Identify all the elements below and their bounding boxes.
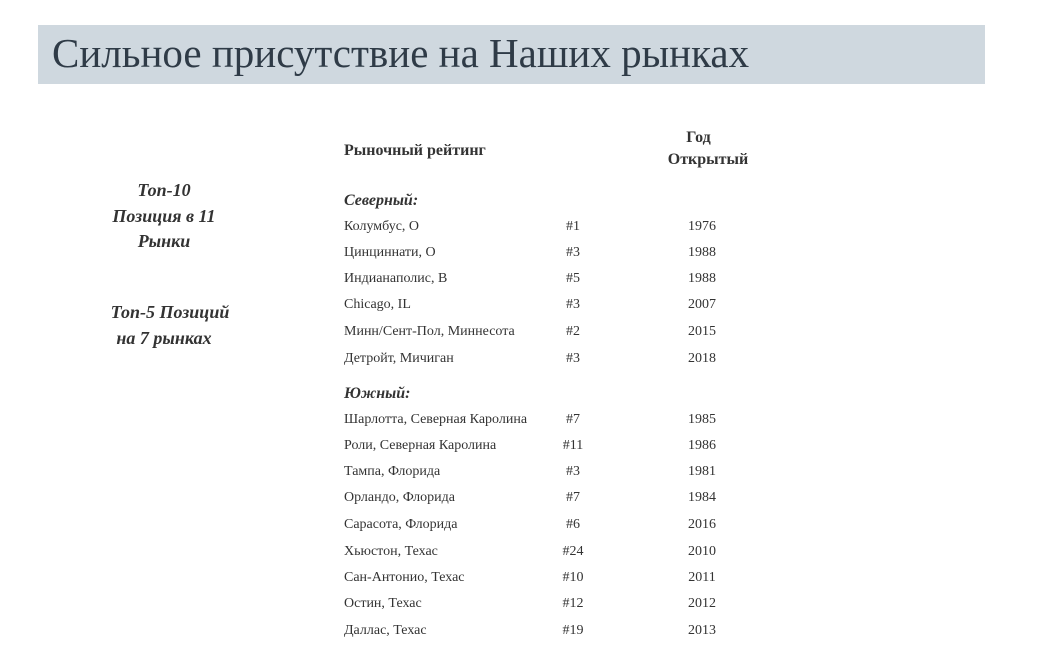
table-row	[0, 516, 1041, 534]
year-opened: 2011	[688, 570, 716, 585]
table-row	[0, 463, 1041, 481]
market-rank: #24	[562, 544, 584, 559]
year-opened: 1984	[688, 490, 716, 505]
year-opened: 1988	[688, 271, 716, 286]
year-opened: 1981	[688, 464, 716, 479]
market-name: Минн/Сент-Пол, Миннесота	[344, 324, 515, 339]
market-rank: #7	[566, 490, 580, 505]
market-rank: #10	[562, 570, 584, 585]
section-label-north: Северный:	[344, 192, 419, 209]
table-row	[0, 437, 1041, 455]
market-name: Сан-Антонио, Техас	[344, 570, 465, 585]
table-row	[0, 411, 1041, 429]
year-opened: 2015	[688, 324, 716, 339]
market-rank: #6	[566, 517, 580, 532]
table-row	[0, 323, 1041, 341]
year-opened: 1986	[688, 438, 716, 453]
market-name: Тампа, Флорида	[344, 464, 441, 479]
market-name: Роли, Северная Каролина	[344, 438, 497, 453]
side-note-line: Рынки	[137, 231, 191, 251]
table-row	[0, 218, 1041, 236]
side-note-line: Топ-10	[137, 180, 191, 200]
year-column-header	[660, 127, 756, 171]
table-row	[0, 270, 1041, 288]
year-header-line1: Год	[686, 129, 711, 146]
market-name: Цинциннати, О	[344, 245, 436, 260]
side-note-line: Топ-5 Позиций	[110, 302, 230, 322]
title-banner	[38, 25, 985, 84]
market-name: Индианаполис, В	[344, 271, 448, 286]
market-rank: #2	[566, 324, 580, 339]
side-note-line: на 7 рынках	[116, 327, 212, 348]
market-name: Сарасота, Флорида	[344, 517, 458, 532]
side-note-line: Позиция в 11	[112, 205, 216, 226]
market-rank: #5	[566, 271, 580, 286]
table-row	[0, 350, 1041, 368]
market-name: Chicago, IL	[344, 297, 411, 312]
market-rank: #3	[566, 351, 580, 366]
market-name: Хьюстон, Техас	[344, 544, 438, 559]
year-opened: 2013	[688, 623, 716, 638]
market-rank: #12	[562, 596, 584, 611]
ranking-column-header: Рыночный рейтинг	[344, 142, 486, 159]
table-row	[0, 244, 1041, 262]
market-rank: #7	[566, 412, 580, 427]
year-opened: 2007	[688, 297, 716, 312]
year-opened: 2016	[688, 517, 716, 532]
table-row	[0, 622, 1041, 640]
market-rank: #3	[566, 464, 580, 479]
market-rank: #1	[566, 219, 580, 234]
table-row	[0, 543, 1041, 561]
section-label-south: Южный:	[344, 385, 411, 402]
market-rank: #3	[566, 245, 580, 260]
market-name: Шарлотта, Северная Каролина	[344, 412, 528, 427]
table-row	[0, 296, 1041, 314]
table-row	[0, 569, 1041, 587]
market-rank: #11	[562, 438, 584, 453]
year-opened: 1985	[688, 412, 716, 427]
market-name: Колумбус, О	[344, 219, 420, 234]
table-row	[0, 489, 1041, 507]
market-name: Орландо, Флорида	[344, 490, 455, 505]
year-opened: 2012	[688, 596, 716, 611]
year-opened: 1988	[688, 245, 716, 260]
year-header-line2: Открытый	[667, 151, 749, 168]
market-name: Детройт, Мичиган	[344, 351, 454, 366]
market-name: Остин, Техас	[344, 596, 422, 611]
table-row	[0, 595, 1041, 613]
market-rank: #19	[562, 623, 584, 638]
market-rank: #3	[566, 297, 580, 312]
year-opened: 2010	[688, 544, 716, 559]
year-opened: 1976	[688, 219, 716, 234]
market-name: Даллас, Техас	[344, 623, 427, 638]
page-title: Сильное присутствие на Наших рынках	[52, 30, 750, 76]
year-opened: 2018	[688, 351, 716, 366]
